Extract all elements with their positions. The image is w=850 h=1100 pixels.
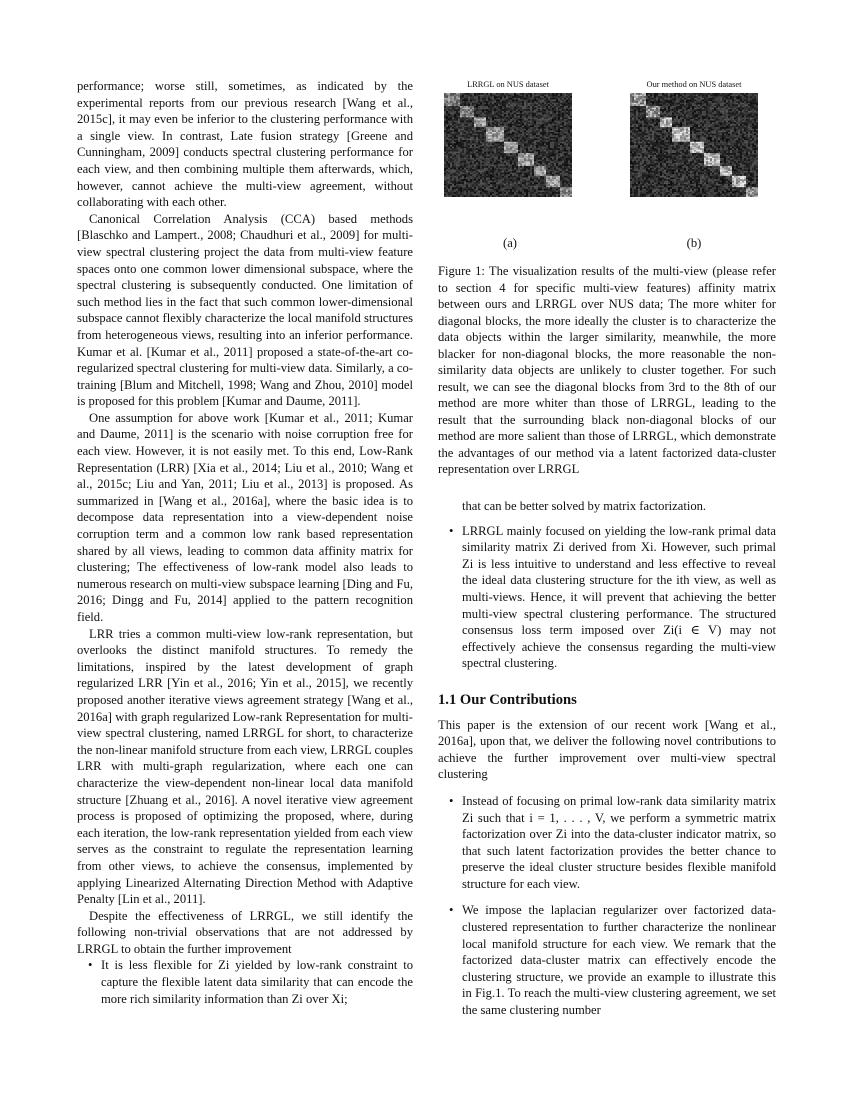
paragraph-lrrgl: LRR tries a common multi-view low-rank representation, but overlooks the distinct manifold structures. To remedy the limitations, inspired by the latest development of graph regularized LRR [Yin et al., 2016; Yin et al., 2015], we recently proposed another iterative views agreement strategy [Wang et al., 2016a] with graph regularized Low-rank Representation for multi-view spectral clustering, named LRRGL for short, to characterize the non-linear manifold structure from each view, LRRGL couples LRR with multi-graph regularization, where each one can characterize the view-dependent non-linear local data manifold structure [Zhuang et al., 2016]. A novel iterative view agreement process is proposed of optimizing the proposed, where, during each iteration, the low-rank representation yielded from each view serves as the constraint to regulate the representation learning from other views, to achieve the consensus, implemented by applying Linearized Alternating Direction Method with Adaptive Penalty [Lin et al., 2011]. bbox=[77, 626, 413, 907]
right-column bbox=[438, 498, 776, 1019]
figure-1 bbox=[438, 80, 778, 270]
figure-label-a: (a) bbox=[503, 236, 517, 250]
paragraph-observations: Despite the effectiveness of LRRGL, we still identify the following non-trivial observations that are not addressed by LRRGL to obtain the further improvement bbox=[77, 908, 413, 956]
figure-label-b: (b) bbox=[686, 236, 702, 250]
observation-list bbox=[77, 957, 413, 1007]
paragraph-continuation: that can be better solved by matrix factorization. bbox=[462, 499, 707, 513]
paragraph-lrr: One assumption for above work [Kumar et al., 2011; Kumar and Daume, 2011] is the scenario with noise corruption free for each view. However, it is not easily met. To this end, Low-Rank Representation (LRR) [Xia et al., 2014; Liu et al., 2010; Wang et al., 2015c; Liu and Yan, 2011; Liu et al., 2013] is proposed. As summarized in [Wang et al., 2016a], where the basic idea is to decompose data representation into a view-dependent noise corruption term and a common low rank based representation shared by all views, leading to common data affinity matrix for clustering; The effectiveness of low-rank model also leads to numerous research on multi-view subspace learning [Ding and Fu, 2016; Dingg and Fu, 2014] applied to the pattern recognition field. bbox=[77, 410, 413, 624]
figure-title-b: Our method on NUS dataset bbox=[646, 80, 742, 89]
observation-list-continued bbox=[438, 523, 776, 672]
bullet-factorization: • Instead of focusing on primal low-rank data similarity matrix Zi such that i = 1, . . . , V, we perform a symmetric matrix factorization over Zi into the data-cluster indicator matrix, so that such latent factorization provides the better chance to preserve the ideal cluster structure besides flexible manifold structure for each view. bbox=[449, 793, 776, 893]
figure-title-a: LRRGL on NUS dataset bbox=[467, 80, 549, 89]
contribution-list bbox=[438, 793, 776, 1019]
affinity-matrix-ours bbox=[630, 93, 758, 197]
affinity-matrix-lrrgl bbox=[444, 93, 572, 197]
left-column bbox=[77, 78, 413, 1007]
bullet-laplacian: • We impose the laplacian regularizer over factorized data-clustered representation to further characterize the nonlinear local manifold structure for each view. We remark that the factorized data-cluster matrix can effectively encode the clustering structure, we provide an example to illustrate this in Fig.1. To reach the multi-view clustering agreement, we set the same clustering number bbox=[449, 902, 776, 1018]
bullet-primal-similarity: • LRRGL mainly focused on yielding the low-rank primal data similarity matrix Zi derived from Xi. However, such primal Zi is less intuitive to understand and less effective to reveal the ideal data clustering structure for the ith view, as well as multi-views. Hence, it will prevent that achieving the better multi-view spectral clustering performance. The structured consensus loss term imposed over Zi(i ∈ V) may not effectively achieve the consensus regarding the multi-view spectral clustering. bbox=[449, 523, 776, 672]
section-heading-contributions: 1.1 Our Contributions bbox=[438, 691, 577, 708]
paragraph-cca: Canonical Correlation Analysis (CCA) based methods [Blaschko and Lampert., 2008; Chaudhuri et al., 2009] for multi-view spectral clustering project the data from multi-view feature spaces onto one common lower dimensional subspace, where the spectral clustering is subsequently conducted. One limitation of such method lies in the fact that such common lower-dimensional subspace cannot flexibly characterize the local manifold structures from heterogeneous views, resulting into an inferior performance. Kumar et al. [Kumar et al., 2011] proposed a state-of-the-art co-regularized spectral clustering for multi-view data. Similarly, a co-training [Blum and Mitchell, 1998; Wang and Zhou, 2010] model is proposed for this problem [Kumar and Daume, 2011]. bbox=[77, 211, 413, 409]
figure-panel-a bbox=[444, 80, 572, 197]
paragraph-contributions: This paper is the extension of our recent work [Wang et al., 2016a], upon that, we deliver the following novel contributions to achieve the further improvement over multi-view spectral clustering bbox=[438, 717, 776, 782]
figure-panel-b bbox=[630, 80, 758, 197]
paragraph-late-fusion: performance; worse still, sometimes, as indicated by the experimental reports from our previous research [Wang et al., 2015c], it may even be inferior to the clustering performance with a single view. In contrast, Late fusion strategy [Greene and Cunningham, 2009] conducts spectral clustering performance for each view, and then combining multiple them afterwards, which, however, cannot achieve the multi-view agreement, without collaborating with each other. bbox=[77, 79, 413, 210]
bullet-flexibility: • It is less flexible for Zi yielded by low-rank constraint to capture the flexible latent data similarity that can encode the more rich similarity information than Zi over Xi; bbox=[88, 957, 413, 1007]
figure-caption: Figure 1: The visualization results of the multi-view (please refer to section 4 for specific multi-view features) affinity matrix between ours and LRRGL over NUS data; The more whiter for diagonal blocks, the more ideally the cluster is to characterize the data objects within the larger similarity, meanwhile, the more blacker for non-diagonal blocks, the more reasonable the non-similarity data objects are unlikely to cluster together. For such result, we can see the diagonal blocks from 3rd to the 8th of our method are more whiter than those of LRRGL, leading to the result that the surrounding black non-diagonal blocks of our method are more salient than those of LRRGL, which demonstrate the advantages of our method via a latent factorized data-cluster representation over LRRGL bbox=[438, 264, 776, 476]
